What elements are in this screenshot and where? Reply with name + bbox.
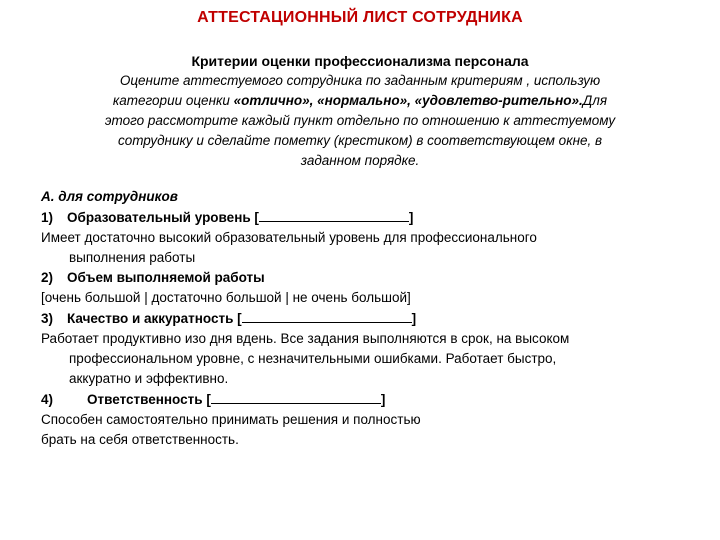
rating-field[interactable] xyxy=(211,389,381,404)
criterion-responsibility xyxy=(41,389,681,410)
criterion-description xyxy=(41,228,681,268)
criterion-number: 1) xyxy=(41,210,54,225)
instructions-line-5: заданном порядке. xyxy=(300,153,420,168)
criterion-label: Ответственность xyxy=(87,392,203,407)
section-heading: А. для сотрудников xyxy=(41,189,178,204)
instructions-line-2 xyxy=(40,91,680,111)
criterion-description xyxy=(41,329,681,389)
open-bracket: [ xyxy=(254,210,259,225)
criteria-section xyxy=(41,187,681,450)
close-bracket: ] xyxy=(380,392,386,407)
open-bracket: [ xyxy=(206,392,211,407)
criterion-description xyxy=(41,410,681,450)
description-line: Имеет достаточно высокий образовательный уровень для профессионального xyxy=(41,230,537,245)
workload-options[interactable]: [очень большой | достаточно большой | не очень большой] xyxy=(41,290,411,305)
rating-field[interactable] xyxy=(259,207,409,222)
description-line: Способен самостоятельно принимать решения и полностью xyxy=(41,412,421,427)
instructions-line-3: этого рассмотрите каждый пункт отдельно по отношению к аттестуемому xyxy=(104,113,616,128)
close-bracket: ] xyxy=(411,311,417,326)
instructions xyxy=(40,71,680,171)
document-subtitle: Критерии оценки профессионализма персонала xyxy=(191,53,529,69)
criterion-label: Объем выполняемой работы xyxy=(67,270,265,285)
description-line: профессиональном уровне, с незначительными ошибками. Работает быстро, xyxy=(69,351,557,366)
instructions-text: Для xyxy=(582,93,608,108)
instructions-line-1: Оцените аттестуемого сотрудника по заданным критериям , использую xyxy=(119,73,601,88)
instructions-line-4: сотруднику и сделайте пометку (крестиком) в соответствующем окне, в xyxy=(117,133,603,148)
criterion-quality xyxy=(41,308,681,329)
description-line: выполнения работы xyxy=(69,250,196,265)
description-line: Работает продуктивно изо дня вдень. Все задания выполняются в срок, на высоком xyxy=(41,331,570,346)
criterion-education xyxy=(41,207,681,228)
rating-field[interactable] xyxy=(242,308,412,323)
criterion-number: 3) xyxy=(41,311,54,326)
document-title: АТТЕСТАЦИОННЫЙ ЛИСТ СОТРУДНИКА xyxy=(197,9,523,26)
criterion-workload xyxy=(41,268,681,288)
rating-categories: «отлично», «нормально», «удовлетво-рительно». xyxy=(233,93,583,108)
criterion-label: Образовательный уровень xyxy=(67,210,251,225)
criterion-number: 2) xyxy=(41,270,54,285)
instructions-text: категории оценки xyxy=(112,93,234,108)
criterion-number: 4) xyxy=(41,392,54,407)
description-line: аккуратно и эффективно. xyxy=(69,371,229,386)
close-bracket: ] xyxy=(408,210,414,225)
open-bracket: [ xyxy=(237,311,242,326)
description-line: брать на себя ответственность. xyxy=(41,432,239,447)
criterion-label: Качество и аккуратность xyxy=(67,311,234,326)
